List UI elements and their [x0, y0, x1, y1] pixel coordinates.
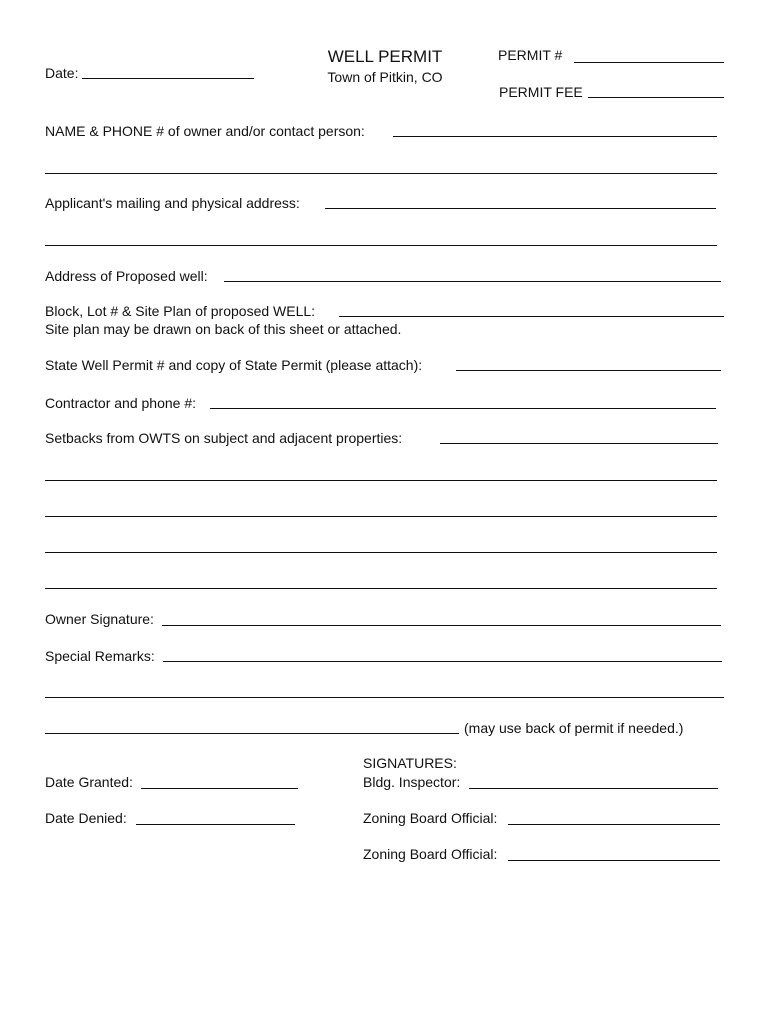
- proposed-well-address-label: Address of Proposed well:: [45, 268, 208, 284]
- form-title: WELL PERMIT: [327, 47, 443, 66]
- special-remarks-field-line-2[interactable]: [45, 697, 724, 698]
- setbacks-field[interactable]: [440, 443, 718, 444]
- applicant-address-label: Applicant's mailing and physical address:: [45, 195, 300, 211]
- signatures-heading: SIGNATURES:: [363, 755, 457, 771]
- state-permit-field[interactable]: [456, 370, 721, 371]
- date-field[interactable]: [82, 78, 254, 79]
- date-denied-field[interactable]: [136, 824, 295, 825]
- permit-fee-field[interactable]: [588, 97, 724, 98]
- bldg-inspector-field[interactable]: [469, 788, 718, 789]
- applicant-address-field-line-2[interactable]: [45, 245, 717, 246]
- date-granted-field[interactable]: [141, 788, 298, 789]
- form-subtitle: Town of Pitkin, CO: [327, 69, 443, 85]
- bldg-inspector-label: Bldg. Inspector:: [363, 774, 461, 790]
- setbacks-field-line-4[interactable]: [45, 552, 717, 553]
- date-granted-label: Date Granted:: [45, 774, 133, 790]
- permit-fee-label: PERMIT FEE: [499, 84, 583, 100]
- date-denied-label: Date Denied:: [45, 810, 127, 826]
- owner-contact-field[interactable]: [393, 136, 717, 137]
- owner-contact-field-line-2[interactable]: [45, 173, 717, 174]
- setbacks-field-line-5[interactable]: [45, 588, 717, 589]
- special-remarks-field[interactable]: [163, 661, 722, 662]
- special-remarks-field-line-3[interactable]: [45, 733, 459, 734]
- contractor-field[interactable]: [210, 408, 716, 409]
- zoning-official-field-2[interactable]: [508, 860, 720, 861]
- proposed-well-address-field[interactable]: [224, 281, 721, 282]
- block-lot-label: Block, Lot # & Site Plan of proposed WELL:: [45, 303, 316, 319]
- setbacks-field-line-2[interactable]: [45, 480, 717, 481]
- state-permit-label: State Well Permit # and copy of State Permit (please attach):: [45, 357, 423, 373]
- date-label: Date:: [45, 65, 79, 81]
- setbacks-field-line-3[interactable]: [45, 516, 717, 517]
- zoning-official-field-1[interactable]: [508, 824, 720, 825]
- applicant-address-field[interactable]: [325, 208, 716, 209]
- site-plan-note: Site plan may be drawn on back of this sheet or attached.: [45, 321, 402, 337]
- permit-number-field[interactable]: [574, 62, 724, 63]
- remarks-note: (may use back of permit if needed.): [464, 720, 684, 736]
- contractor-label: Contractor and phone #:: [45, 395, 196, 411]
- owner-signature-label: Owner Signature:: [45, 611, 154, 627]
- zoning-official-label-2: Zoning Board Official:: [363, 846, 498, 862]
- special-remarks-label: Special Remarks:: [45, 648, 155, 664]
- zoning-official-label-1: Zoning Board Official:: [363, 810, 498, 826]
- owner-contact-label: NAME & PHONE # of owner and/or contact person:: [45, 123, 365, 139]
- block-lot-field[interactable]: [339, 316, 724, 317]
- setbacks-label: Setbacks from OWTS on subject and adjacent properties:: [45, 430, 403, 446]
- permit-number-label: PERMIT #: [498, 47, 563, 63]
- owner-signature-field[interactable]: [162, 625, 721, 626]
